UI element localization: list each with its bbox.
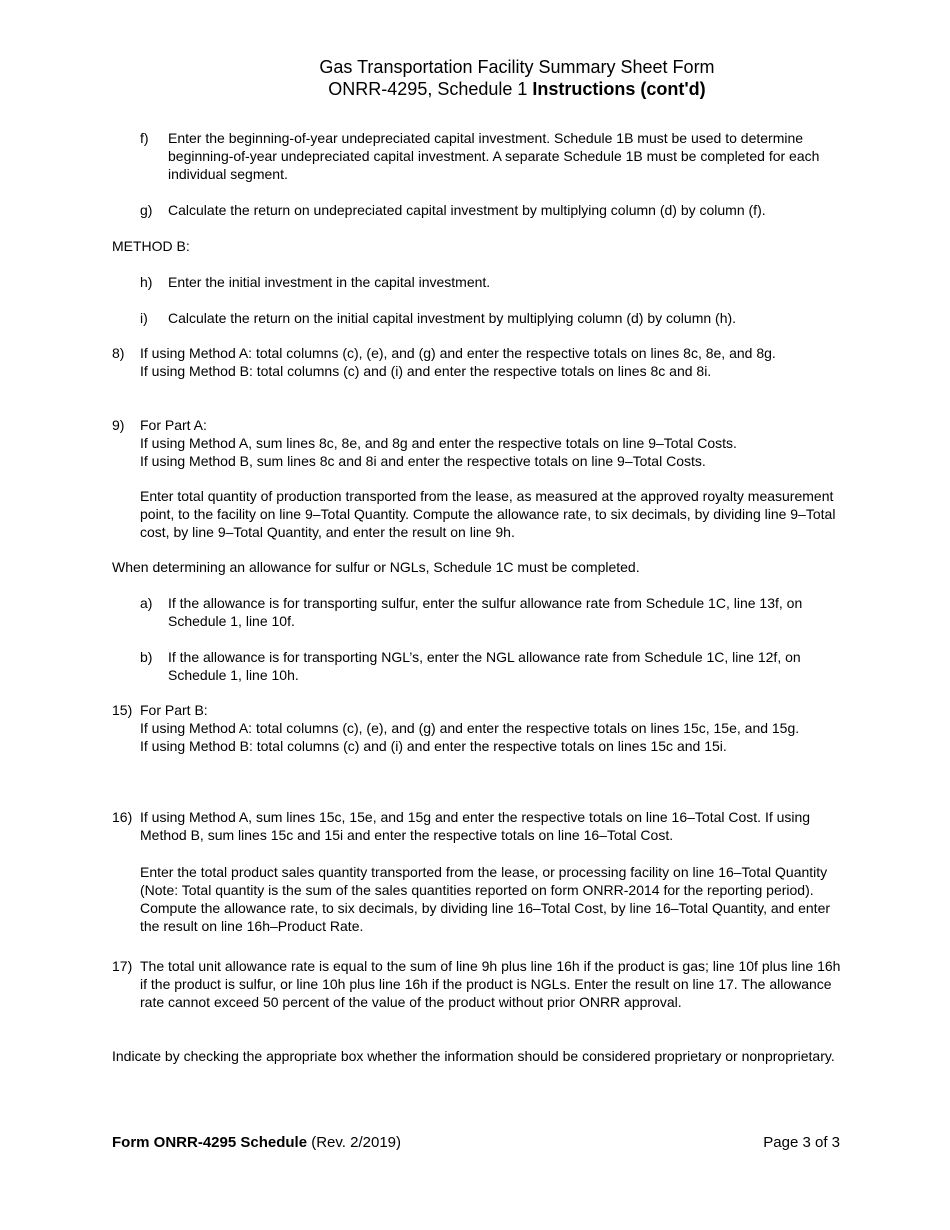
header-subtitle	[230, 78, 804, 100]
footer-form-id	[112, 1133, 401, 1153]
page-header	[230, 56, 804, 100]
footer-form-rev: (Rev. 2/2019)	[307, 1134, 401, 1151]
item-15-line1: For Part B:	[140, 702, 208, 718]
item-h	[140, 273, 840, 291]
quantity-paragraph: Enter total quantity of production transported from the lease, as measured at the approved royalty measurement point, to the facility on line 9–Total Quantity. Compute the allowance rate, to six decimals, by dividing line 9–Total cost, by line 9–Total Quantity, and enter the result on line 9h.	[140, 488, 836, 540]
item-a-label: a)	[140, 595, 153, 611]
item-16-label: 16)	[112, 809, 133, 825]
item-9-line1: For Part A:	[140, 417, 207, 433]
item-g-label: g)	[140, 202, 153, 218]
item-9-label: 9)	[112, 417, 125, 433]
sulfur-intro: When determining an allowance for sulfur or NGLs, Schedule 1C must be completed.	[112, 559, 640, 575]
item-15-label: 15)	[112, 702, 133, 718]
item-h-text: Enter the initial investment in the capital investment.	[168, 274, 491, 290]
item-9-line2: If using Method A, sum lines 8c, 8e, and 8g and enter the respective totals on line 9–Total Costs.	[140, 435, 737, 451]
item-g	[140, 201, 840, 219]
method-b-heading: METHOD B:	[112, 238, 190, 254]
item-17-label: 17)	[112, 958, 133, 974]
item-17	[112, 957, 847, 1011]
item-i-label: i)	[140, 310, 148, 326]
header-subtitle-bold: Instructions (cont'd)	[532, 79, 706, 99]
item-15	[112, 701, 847, 755]
header-title: Gas Transportation Facility Summary Sheet Form	[319, 57, 715, 77]
item-16-paragraph: Enter the total product sales quantity transported from the lease, or processing facility on line 16–Total Quantity (Note: Total quantity is the sum of the sales quantities reported on form ONRR-2014 for the reporting period). Compute the allowance rate, to six decimals, by dividing line 16–Total Cost, by line 16–Total Quantity, and enter the result on line 16h–Product Rate.	[140, 864, 831, 934]
footer-page-number: Page 3 of 3	[763, 1134, 840, 1151]
item-9-line3: If using Method B, sum lines 8c and 8i and enter the respective totals on line 9–Total Costs.	[140, 453, 706, 469]
item-8-line1: If using Method A: total columns (c), (e), and (g) and enter the respective totals on lines 8c, 8e, and 8g.	[140, 345, 776, 361]
item-h-label: h)	[140, 274, 153, 290]
item-9	[112, 416, 847, 470]
item-b	[140, 648, 840, 684]
item-15-line3: If using Method B: total columns (c) and (i) and enter the respective totals on lines 15c and 15i.	[140, 738, 727, 754]
closing-paragraph: Indicate by checking the appropriate box whether the information should be considered proprietary or nonproprietary.	[112, 1048, 835, 1064]
item-g-text: Calculate the return on undepreciated capital investment by multiplying column (d) by column (f).	[168, 202, 766, 218]
item-8	[112, 344, 847, 380]
item-a	[140, 594, 840, 630]
item-16-text: If using Method A, sum lines 15c, 15e, and 15g and enter the respective totals on line 16–Total Cost. If using Method B, sum lines 15c and 15i and enter the respective totals on line 16–Total Cost.	[140, 809, 811, 843]
item-16	[112, 808, 847, 844]
item-f	[140, 129, 840, 183]
footer-form-bold: Form ONRR-4295 Schedule	[112, 1134, 308, 1151]
item-15-line2: If using Method A: total columns (c), (e), and (g) and enter the respective totals on lines 15c, 15e, and 15g.	[140, 720, 800, 736]
item-8-label: 8)	[112, 345, 125, 361]
item-i-text: Calculate the return on the initial capital investment by multiplying column (d) by column (h).	[168, 310, 737, 326]
item-i	[140, 309, 840, 327]
item-8-line2: If using Method B: total columns (c) and (i) and enter the respective totals on lines 8c and 8i.	[140, 363, 712, 379]
item-f-text: Enter the beginning-of-year undepreciated capital investment. Schedule 1B must be used to determine beginning-of-year undepreciated capital investment. A separate Schedule 1B must be completed for each individual segment.	[168, 130, 820, 182]
item-17-text: The total unit allowance rate is equal to the sum of line 9h plus line 16h if the product is gas; line 10f plus line 16h if the product is sulfur, or line 10h plus line 16h if the product is NGLs. Enter the result on line 17. The allowance rate cannot exceed 50 percent of the value of the product without prior ONRR approval.	[140, 958, 841, 1010]
item-f-label: f)	[140, 130, 149, 146]
item-b-label: b)	[140, 649, 153, 665]
header-subtitle-plain: ONRR-4295, Schedule 1	[328, 79, 533, 99]
item-b-text: If the allowance is for transporting NGL’s, enter the NGL allowance rate from Schedule 1C, line 12f, on Schedule 1, line 10h.	[168, 649, 801, 683]
item-a-text: If the allowance is for transporting sulfur, enter the sulfur allowance rate from Schedule 1C, line 13f, on Schedule 1, line 10f.	[168, 595, 803, 629]
